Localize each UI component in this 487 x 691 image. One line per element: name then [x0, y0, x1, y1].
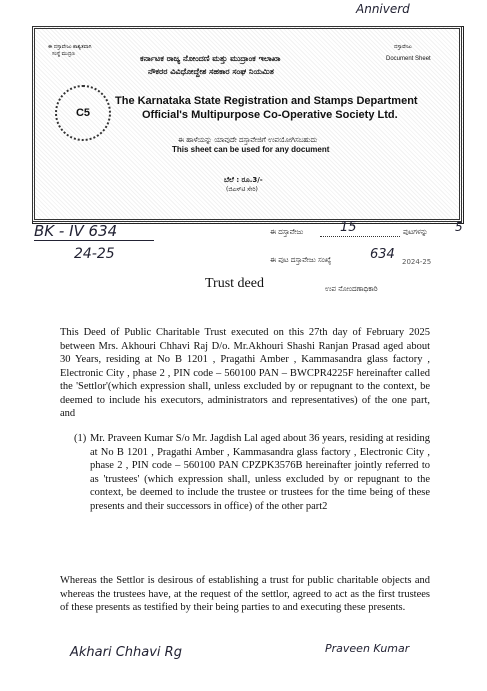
seal-code: C5	[75, 107, 91, 119]
doc-label: ಈ ದಸ್ತಾವೇಜು	[270, 228, 304, 236]
use-note: This sheet can be used for any document	[172, 145, 330, 154]
society-seal	[55, 85, 111, 141]
top-annotation: Anniverd	[356, 2, 410, 16]
pages-label: ಪುಟಗಳನ್ನು	[403, 228, 428, 236]
deed-paragraph-whereas: Whereas the Settlor is desirous of establishing a trust for public charitable objects and whereas the trustees have, at the request of the settlor, agreed to act as the first trustees of these presents as testified by their being parties to and executing these presents.	[60, 575, 430, 613]
deed-paragraph-parties: This Deed of Public Charitable Trust executed on this 27th day of February 2025 between Mrs. Akhouri Chhavi Raj D/o. Mr.Akhouri Shashi Ranjan Prasad aged about 30 Years, residing at No B 1201 , Pragathi Amber , Kammasandra glass factory , Electronic City , phase 2 , PIN code – 560100 PAN – BWCPR4225F hereinafter called the 'Settlor'(which expression shall, unless excluded by or repugnant to the context, be deemed to include his executors, administrators and representatives) of the one part, and	[60, 327, 430, 419]
registration-year: 24-25	[74, 246, 115, 262]
document-sheet-label: Document Sheet	[386, 56, 431, 62]
sub-registrar-label: ಉಪ ನೋಂದಣಾಧಿಕಾರಿ	[325, 285, 378, 293]
doc-value: 15	[340, 220, 357, 235]
dept-name-line-1: The Karnataka State Registration and Stamps Department	[115, 95, 418, 107]
doc-value-line	[320, 236, 400, 237]
serial-year: 2024-25	[402, 258, 432, 266]
book-ref-underline	[34, 240, 154, 241]
kn-heading-2: ನೌಕರರ ವಿವಿಧೋದ್ದೇಶ ಸಹಕಾರ ಸಂಘ ನಿಯಮಿತ	[148, 67, 274, 76]
serial-value: 634	[370, 247, 395, 262]
book-reference: BK - IV 634	[34, 222, 118, 240]
kn-heading-1: ಕರ್ನಾಟಕ ರಾಜ್ಯ ನೋಂದಣಿ ಮತ್ತು ಮುದ್ರಾಂಕ ಇಲಾಖಾ	[140, 54, 281, 63]
pages-value: 5	[455, 220, 463, 234]
price-note: (ಜಿಎಸ್‌ಟಿ ಸೇರಿ)	[226, 186, 258, 193]
deed-paragraph-trustees: Mr. Praveen Kumar S/o Mr. Jagdish Lal aged about 36 years, residing at residing at No B 1201 , Pragathi Amber , Kammasandra glass factory , Electronic City , phase 2 , PIN code – 560100 PAN CPZPK3576B hereinafter jointly referred to as 'trustees' (which expression shall, unless excluded by or repugnant to the context, be deemed to include the trustee or trustees for the time being of these presents and their successors in office) of the other part2	[90, 433, 431, 512]
document-title: Trust deed	[205, 276, 264, 291]
use-note-kn: ಈ ಹಾಳೆಯನ್ನು ಯಾವುದೇ ದಸ್ತಾವೇಜಿಗೆ ಉಪಯೋಗಿಸಬಹುದು	[178, 136, 318, 144]
settlor-signature: Akhari Chhavi Rg	[70, 645, 182, 660]
serial-label: ಈ ಪುಟ ದಸ್ತಾವೇಜು ಸಂಖ್ಯೆ	[270, 256, 332, 264]
price-label: ಬೆಲೆ : ರೂ.3/-	[224, 176, 263, 184]
trustee-signature: Praveen Kumar	[325, 642, 410, 655]
dept-name-line-2: Official's Multipurpose Co-Operative Society Ltd.	[142, 109, 398, 121]
stamp-top-left-kn-2: ಸಂಸ್ಥೆ ಮುದ್ರಣ	[52, 51, 75, 57]
trustee-number: (1)	[74, 433, 87, 444]
stamp-top-right-kn: ದಸ್ತಾವೇಜು	[394, 44, 412, 50]
stamp-top-left-kn-1: ಈ ದಸ್ತಾವೇಜು ಶಾಶ್ವತವಾಗಿ	[48, 44, 92, 50]
